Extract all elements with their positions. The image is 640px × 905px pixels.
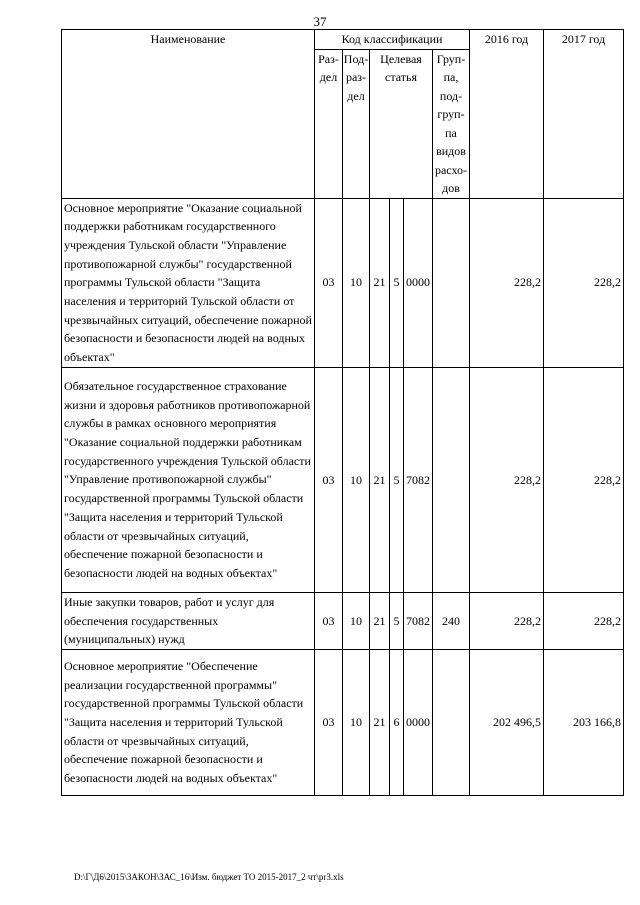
row-target-direction: 0000 (404, 198, 433, 367)
row-amount-2016: 228,2 (470, 198, 544, 367)
row-amount-2016: 202 496,5 (470, 649, 544, 795)
row-podrazdel: 10 (343, 198, 370, 367)
budget-table (61, 29, 624, 796)
row-target-direction: 0000 (404, 649, 433, 795)
row-amount-2016: 228,2 (470, 367, 544, 592)
row-razdel: 03 (315, 367, 343, 592)
row-expense-type (433, 649, 470, 795)
row-target-subprogram: 5 (390, 367, 404, 592)
row-amount-2017: 228,2 (544, 367, 624, 592)
file-path-footer: D:\Г\Д6\2015\ЗАКОН\ЗАС_16\Изм. бюджет ТО 2015-2017_2 чт\pr3.xls (74, 872, 344, 882)
row-podrazdel: 10 (343, 649, 370, 795)
row-target-program: 21 (370, 367, 390, 592)
page-number: 37 (313, 14, 327, 29)
row-razdel: 03 (315, 649, 343, 795)
row-target-subprogram: 5 (390, 198, 404, 367)
column-header-target-article: Целевая статья (370, 49, 433, 198)
row-target-program: 21 (370, 592, 390, 649)
row-amount-2017: 228,2 (544, 198, 624, 367)
row-target-subprogram: 5 (390, 592, 404, 649)
row-podrazdel: 10 (343, 367, 370, 592)
row-razdel: 03 (315, 198, 343, 367)
row-expense-type: 240 (433, 592, 470, 649)
row-expense-type (433, 367, 470, 592)
column-header-razdel: Раз- дел (315, 49, 343, 198)
row-target-program: 21 (370, 198, 390, 367)
table-row (62, 592, 624, 649)
row-amount-2017: 203 166,8 (544, 649, 624, 795)
row-amount-2016: 228,2 (470, 592, 544, 649)
row-razdel: 03 (315, 592, 343, 649)
column-header-2017: 2017 год (544, 30, 624, 199)
row-expense-type (433, 198, 470, 367)
column-header-podrazdel: Под- раз- дел (343, 49, 370, 198)
row-name: Основное мероприятие "Обеспечение реализации государственной программы" государственной программы Тульской области "Защита населения и территорий Тульской области от чрезвычайных ситуаций, обеспечение пожарной безопасности и безопасности людей на водных объектах" (62, 649, 315, 795)
row-amount-2017: 228,2 (544, 592, 624, 649)
column-header-2016: 2016 год (470, 30, 544, 199)
table-row (62, 198, 624, 367)
row-name: Обязательное государственное страхование жизни и здоровья работников противопожарной службы в рамках основного мероприятия "Оказание социальной поддержки работникам государственного учреждения Тульской области "Управление противопожарной службы" государственной программы Тульской области "Защита населения и территорий Тульской области от чрезвычайных ситуаций, обеспечение пожарной безопасности и безопасности людей на водных объектах" (62, 367, 315, 592)
row-podrazdel: 10 (343, 592, 370, 649)
column-header-classification: Код классификации (315, 30, 470, 50)
column-header-expense-group: Груп- па, под- груп- па видов расхо- дов (433, 49, 470, 198)
row-name: Основное мероприятие "Оказание социальной поддержки работникам государственного учреждения Тульской области "Управление противопожарной службы" государственной программы Тульской области "Защита населения и территорий Тульской области от чрезвычайных ситуаций, обеспечение пожарной безопасности и безопасности людей на водных объектах" (62, 198, 315, 367)
row-target-direction: 7082 (404, 367, 433, 592)
row-target-subprogram: 6 (390, 649, 404, 795)
table-row (62, 649, 624, 795)
column-header-name: Наименование (62, 30, 315, 199)
table-row (62, 367, 624, 592)
row-name: Иные закупки товаров, работ и услуг для обеспечения государственных (муниципальных) нужд (62, 592, 315, 649)
row-target-program: 21 (370, 649, 390, 795)
row-target-direction: 7082 (404, 592, 433, 649)
